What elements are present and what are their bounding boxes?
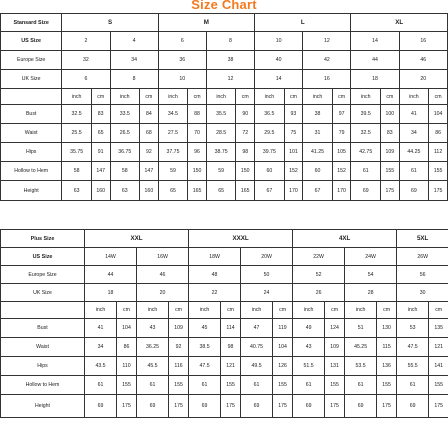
measurement-value: 45 — [189, 319, 221, 338]
measurement-value: 105 — [332, 143, 351, 162]
measurement-value: 39.75 — [255, 143, 285, 162]
measurement-row — [1, 319, 448, 338]
measurement-value: 43 — [137, 319, 169, 338]
measurement-value: 150 — [188, 162, 207, 181]
measurement-value: 60 — [255, 162, 285, 181]
conversion-cell: 54 — [345, 266, 397, 284]
measurement-value: 115 — [377, 338, 397, 357]
measurement-value: 96 — [188, 143, 207, 162]
measurement-value: 27.5 — [158, 124, 188, 143]
standard-size-table — [0, 13, 448, 201]
measurement-value: 33.5 — [110, 105, 140, 124]
measurement-row — [1, 105, 448, 124]
measurement-value: 68 — [140, 124, 159, 143]
size-type-label: Plus Size — [1, 230, 85, 248]
measurement-label: Hollow to Hem — [1, 162, 62, 181]
measurement-value: 63 — [62, 181, 92, 201]
measurement-value: 40.75 — [241, 338, 273, 357]
measurement-value: 61 — [397, 376, 429, 395]
conversion-cell: 8 — [206, 32, 254, 51]
measurement-value: 47 — [241, 319, 273, 338]
size-conversion-row — [1, 284, 448, 302]
units-row — [1, 89, 448, 105]
unit-label: cm — [221, 302, 241, 319]
unit-label: cm — [273, 302, 293, 319]
measurement-value: 41 — [399, 105, 429, 124]
measurement-value: 61 — [241, 376, 273, 395]
measurement-value: 36.75 — [110, 143, 140, 162]
conversion-cell: 44 — [85, 266, 137, 284]
measurement-row — [1, 124, 448, 143]
measurement-value: 104 — [273, 338, 293, 357]
measurement-value: 38.75 — [206, 143, 236, 162]
measurement-label: Hollow to Hem — [1, 376, 85, 395]
measurement-label: Bust — [1, 105, 62, 124]
conversion-cell: 38 — [206, 51, 254, 70]
measurement-value: 41.25 — [303, 143, 333, 162]
conversion-cell: 44 — [351, 51, 399, 70]
measurement-value: 32.5 — [62, 105, 92, 124]
measurement-value: 65 — [158, 181, 188, 201]
measurement-value: 49.5 — [241, 357, 273, 376]
conversion-cell: 46 — [399, 51, 447, 70]
measurement-value: 61 — [85, 376, 117, 395]
units-row — [1, 302, 448, 319]
measurement-value: 124 — [325, 319, 345, 338]
measurement-value: 69 — [137, 395, 169, 418]
measurement-value: 69 — [397, 395, 429, 418]
conversion-cell: 6 — [62, 70, 110, 89]
measurement-value: 65 — [91, 124, 110, 143]
conversion-cell: 18W — [189, 248, 241, 266]
measurement-value: 155 — [381, 162, 400, 181]
measurement-label: Waist — [1, 124, 62, 143]
measurement-value: 97 — [332, 105, 351, 124]
measurement-value: 47.5 — [189, 357, 221, 376]
size-header-row — [1, 14, 448, 32]
row-label: UK Size — [1, 70, 62, 89]
measurement-label: Waist — [1, 338, 85, 357]
measurement-value: 135 — [429, 319, 448, 338]
size-conversion-row — [1, 248, 448, 266]
measurement-row — [1, 338, 448, 357]
conversion-cell: 56 — [397, 266, 448, 284]
conversion-cell: 46 — [137, 266, 189, 284]
measurement-value: 119 — [273, 319, 293, 338]
conversion-cell: 52 — [293, 266, 345, 284]
measurement-value: 61 — [345, 376, 377, 395]
measurement-value: 63 — [110, 181, 140, 201]
size-name-header: XXXL — [189, 230, 293, 248]
conversion-cell: 26W — [397, 248, 448, 266]
measurement-value: 42.75 — [351, 143, 381, 162]
unit-label: inch — [397, 302, 429, 319]
measurement-value: 84 — [140, 105, 159, 124]
measurement-value: 58 — [110, 162, 140, 181]
size-conversion-row — [1, 32, 448, 51]
measurement-value: 152 — [332, 162, 351, 181]
measurement-value: 165 — [236, 181, 255, 201]
measurement-label: Hips — [1, 357, 85, 376]
measurement-value: 25.5 — [62, 124, 92, 143]
conversion-cell: 30 — [397, 284, 448, 302]
conversion-cell: 12 — [303, 32, 351, 51]
measurement-value: 28.5 — [206, 124, 236, 143]
measurement-value: 29.5 — [255, 124, 285, 143]
conversion-cell: 32 — [62, 51, 110, 70]
measurement-value: 98 — [221, 338, 241, 357]
conversion-cell: 20W — [241, 248, 293, 266]
conversion-cell: 2 — [62, 32, 110, 51]
unit-label: inch — [351, 89, 381, 105]
unit-label: cm — [117, 302, 137, 319]
measurement-value: 69 — [241, 395, 273, 418]
size-name-header: XXL — [85, 230, 189, 248]
measurement-value: 41 — [85, 319, 117, 338]
measurement-value: 86 — [117, 338, 137, 357]
measurement-value: 170 — [284, 181, 303, 201]
unit-label: inch — [293, 302, 325, 319]
measurement-value: 36.25 — [137, 338, 169, 357]
measurement-row — [1, 162, 448, 181]
conversion-cell: 6 — [158, 32, 206, 51]
size-name-header: XL — [351, 14, 448, 32]
conversion-cell: 14 — [351, 32, 399, 51]
measurement-value: 35.75 — [62, 143, 92, 162]
unit-label: cm — [325, 302, 345, 319]
measurement-value: 93 — [284, 105, 303, 124]
measurement-value: 72 — [236, 124, 255, 143]
measurement-value: 70 — [188, 124, 207, 143]
measurement-value: 155 — [221, 376, 241, 395]
conversion-cell: 22W — [293, 248, 345, 266]
measurement-value: 109 — [381, 143, 400, 162]
conversion-cell: 14W — [85, 248, 137, 266]
measurement-value: 175 — [429, 395, 448, 418]
measurement-value: 175 — [381, 181, 400, 201]
measurement-value: 83 — [381, 124, 400, 143]
measurement-value: 51 — [345, 319, 377, 338]
unit-label: inch — [303, 89, 333, 105]
measurement-label: Hips — [1, 143, 62, 162]
size-chart-title: Size Chart — [191, 0, 257, 12]
measurement-value: 150 — [236, 162, 255, 181]
unit-label: cm — [236, 89, 255, 105]
measurement-value: 101 — [284, 143, 303, 162]
measurement-row — [1, 357, 448, 376]
row-label: Europe Size — [1, 51, 62, 70]
conversion-cell: 40 — [255, 51, 303, 70]
measurement-value: 55.5 — [397, 357, 429, 376]
measurement-value: 90 — [236, 105, 255, 124]
conversion-cell: 10 — [158, 70, 206, 89]
measurement-value: 98 — [236, 143, 255, 162]
measurement-value: 34 — [85, 338, 117, 357]
measurement-value: 69 — [399, 181, 429, 201]
measurement-value: 34.5 — [158, 105, 188, 124]
measurement-value: 53.5 — [345, 357, 377, 376]
measurement-value: 79 — [332, 124, 351, 143]
measurement-value: 141 — [429, 357, 448, 376]
measurement-value: 88 — [188, 105, 207, 124]
measurement-value: 110 — [117, 357, 137, 376]
measurement-value: 155 — [169, 376, 189, 395]
measurement-value: 35.5 — [206, 105, 236, 124]
measurement-value: 112 — [429, 143, 448, 162]
measurement-value: 31 — [303, 124, 333, 143]
measurement-value: 83 — [91, 105, 110, 124]
measurement-value: 69 — [189, 395, 221, 418]
measurement-value: 59 — [206, 162, 236, 181]
measurement-value: 155 — [117, 376, 137, 395]
measurement-value: 53 — [397, 319, 429, 338]
measurement-row — [1, 376, 448, 395]
measurement-row — [1, 143, 448, 162]
measurement-value: 67 — [303, 181, 333, 201]
conversion-cell: 22 — [189, 284, 241, 302]
measurement-value: 61 — [293, 376, 325, 395]
measurement-value: 175 — [117, 395, 137, 418]
measurement-value: 175 — [221, 395, 241, 418]
measurement-value: 92 — [169, 338, 189, 357]
measurement-value: 165 — [188, 181, 207, 201]
measurement-value: 147 — [140, 162, 159, 181]
measurement-value: 69 — [293, 395, 325, 418]
plus-size-table — [0, 229, 448, 418]
unit-label: inch — [85, 302, 117, 319]
measurement-value: 104 — [117, 319, 137, 338]
conversion-cell: 16 — [399, 32, 447, 51]
unit-label: inch — [189, 302, 221, 319]
measurement-value: 43 — [293, 338, 325, 357]
measurement-value: 45.25 — [345, 338, 377, 357]
measurement-value: 160 — [91, 181, 110, 201]
measurement-value: 104 — [429, 105, 448, 124]
row-label: US Size — [1, 248, 85, 266]
measurement-value: 136 — [377, 357, 397, 376]
measurement-value: 59 — [158, 162, 188, 181]
size-header-row — [1, 230, 448, 248]
conversion-cell: 28 — [345, 284, 397, 302]
size-name-header: M — [158, 14, 254, 32]
unit-label: inch — [137, 302, 169, 319]
measurement-value: 175 — [273, 395, 293, 418]
unit-label: inch — [206, 89, 236, 105]
conversion-cell: 50 — [241, 266, 293, 284]
measurement-value: 152 — [284, 162, 303, 181]
measurement-value: 60 — [303, 162, 333, 181]
conversion-cell: 42 — [303, 51, 351, 70]
unit-label: inch — [158, 89, 188, 105]
measurement-value: 43.5 — [85, 357, 117, 376]
conversion-cell: 18 — [85, 284, 137, 302]
measurement-value: 92 — [140, 143, 159, 162]
measurement-value: 121 — [221, 357, 241, 376]
conversion-cell: 20 — [399, 70, 447, 89]
measurement-value: 61 — [189, 376, 221, 395]
conversion-cell: 14 — [255, 70, 303, 89]
unit-label: cm — [169, 302, 189, 319]
measurement-value: 58 — [62, 162, 92, 181]
unit-label: cm — [377, 302, 397, 319]
conversion-cell: 34 — [110, 51, 158, 70]
measurement-value: 38 — [303, 105, 333, 124]
row-label: US Size — [1, 32, 62, 51]
measurement-value: 155 — [273, 376, 293, 395]
measurement-label: Height — [1, 395, 85, 418]
measurement-value: 75 — [284, 124, 303, 143]
measurement-value: 121 — [429, 338, 448, 357]
row-label: Europe Size — [1, 266, 85, 284]
measurement-row — [1, 181, 448, 201]
measurement-value: 175 — [429, 181, 448, 201]
measurement-value: 32.5 — [351, 124, 381, 143]
measurement-value: 86 — [429, 124, 448, 143]
size-name-header: L — [255, 14, 351, 32]
unit-label: inch — [62, 89, 92, 105]
measurement-value: 51.5 — [293, 357, 325, 376]
conversion-cell: 26 — [293, 284, 345, 302]
measurement-value: 69 — [345, 395, 377, 418]
measurement-value: 160 — [140, 181, 159, 201]
conversion-cell: 16 — [303, 70, 351, 89]
unit-label: cm — [429, 302, 448, 319]
unit-label: cm — [188, 89, 207, 105]
measurement-value: 155 — [429, 376, 448, 395]
conversion-cell: 20 — [137, 284, 189, 302]
measurement-value: 61 — [137, 376, 169, 395]
unit-label: cm — [332, 89, 351, 105]
measurement-value: 36.5 — [255, 105, 285, 124]
conversion-cell: 16W — [137, 248, 189, 266]
size-name-header: 5XL — [397, 230, 448, 248]
measurement-value: 155 — [325, 376, 345, 395]
size-name-header: 4XL — [293, 230, 397, 248]
conversion-cell: 24W — [345, 248, 397, 266]
measurement-value: 114 — [221, 319, 241, 338]
conversion-cell: 8 — [110, 70, 158, 89]
measurement-value: 109 — [325, 338, 345, 357]
measurement-value: 91 — [91, 143, 110, 162]
measurement-value: 147 — [91, 162, 110, 181]
measurement-value: 116 — [169, 357, 189, 376]
units-corner — [1, 89, 62, 105]
measurement-value: 131 — [325, 357, 345, 376]
measurement-value: 65 — [206, 181, 236, 201]
measurement-value: 67 — [255, 181, 285, 201]
measurement-value: 175 — [169, 395, 189, 418]
conversion-cell: 18 — [351, 70, 399, 89]
unit-label: inch — [110, 89, 140, 105]
measurement-value: 61 — [399, 162, 429, 181]
measurement-value: 175 — [377, 395, 397, 418]
measurement-value: 34 — [399, 124, 429, 143]
measurement-row — [1, 395, 448, 418]
measurement-value: 47.5 — [397, 338, 429, 357]
measurement-value: 39.5 — [351, 105, 381, 124]
conversion-cell: 24 — [241, 284, 293, 302]
measurement-value: 175 — [325, 395, 345, 418]
conversion-cell: 12 — [206, 70, 254, 89]
unit-label: inch — [255, 89, 285, 105]
measurement-value: 26.5 — [110, 124, 140, 143]
unit-label: inch — [399, 89, 429, 105]
measurement-value: 69 — [351, 181, 381, 201]
measurement-value: 155 — [377, 376, 397, 395]
size-conversion-row — [1, 51, 448, 70]
measurement-value: 109 — [169, 319, 189, 338]
measurement-value: 155 — [429, 162, 448, 181]
unit-label: cm — [91, 89, 110, 105]
measurement-value: 38.5 — [189, 338, 221, 357]
row-label: UK Size — [1, 284, 85, 302]
measurement-value: 61 — [351, 162, 381, 181]
unit-label: cm — [381, 89, 400, 105]
measurement-value: 100 — [381, 105, 400, 124]
measurement-label: Height — [1, 181, 62, 201]
unit-label: cm — [140, 89, 159, 105]
measurement-value: 49 — [293, 319, 325, 338]
conversion-cell: 10 — [255, 32, 303, 51]
measurement-value: 37.75 — [158, 143, 188, 162]
measurement-value: 44.25 — [399, 143, 429, 162]
size-name-header: S — [62, 14, 158, 32]
size-type-label: Stansard Size — [1, 14, 62, 32]
measurement-label: Bust — [1, 319, 85, 338]
size-conversion-row — [1, 266, 448, 284]
measurement-value: 170 — [332, 181, 351, 201]
measurement-value: 45.5 — [137, 357, 169, 376]
size-conversion-row — [1, 70, 448, 89]
conversion-cell: 48 — [189, 266, 241, 284]
units-corner — [1, 302, 85, 319]
measurement-value: 130 — [377, 319, 397, 338]
measurement-value: 69 — [85, 395, 117, 418]
unit-label: inch — [345, 302, 377, 319]
unit-label: cm — [284, 89, 303, 105]
unit-label: inch — [241, 302, 273, 319]
measurement-value: 126 — [273, 357, 293, 376]
conversion-cell: 4 — [110, 32, 158, 51]
conversion-cell: 36 — [158, 51, 206, 70]
unit-label: cm — [429, 89, 448, 105]
